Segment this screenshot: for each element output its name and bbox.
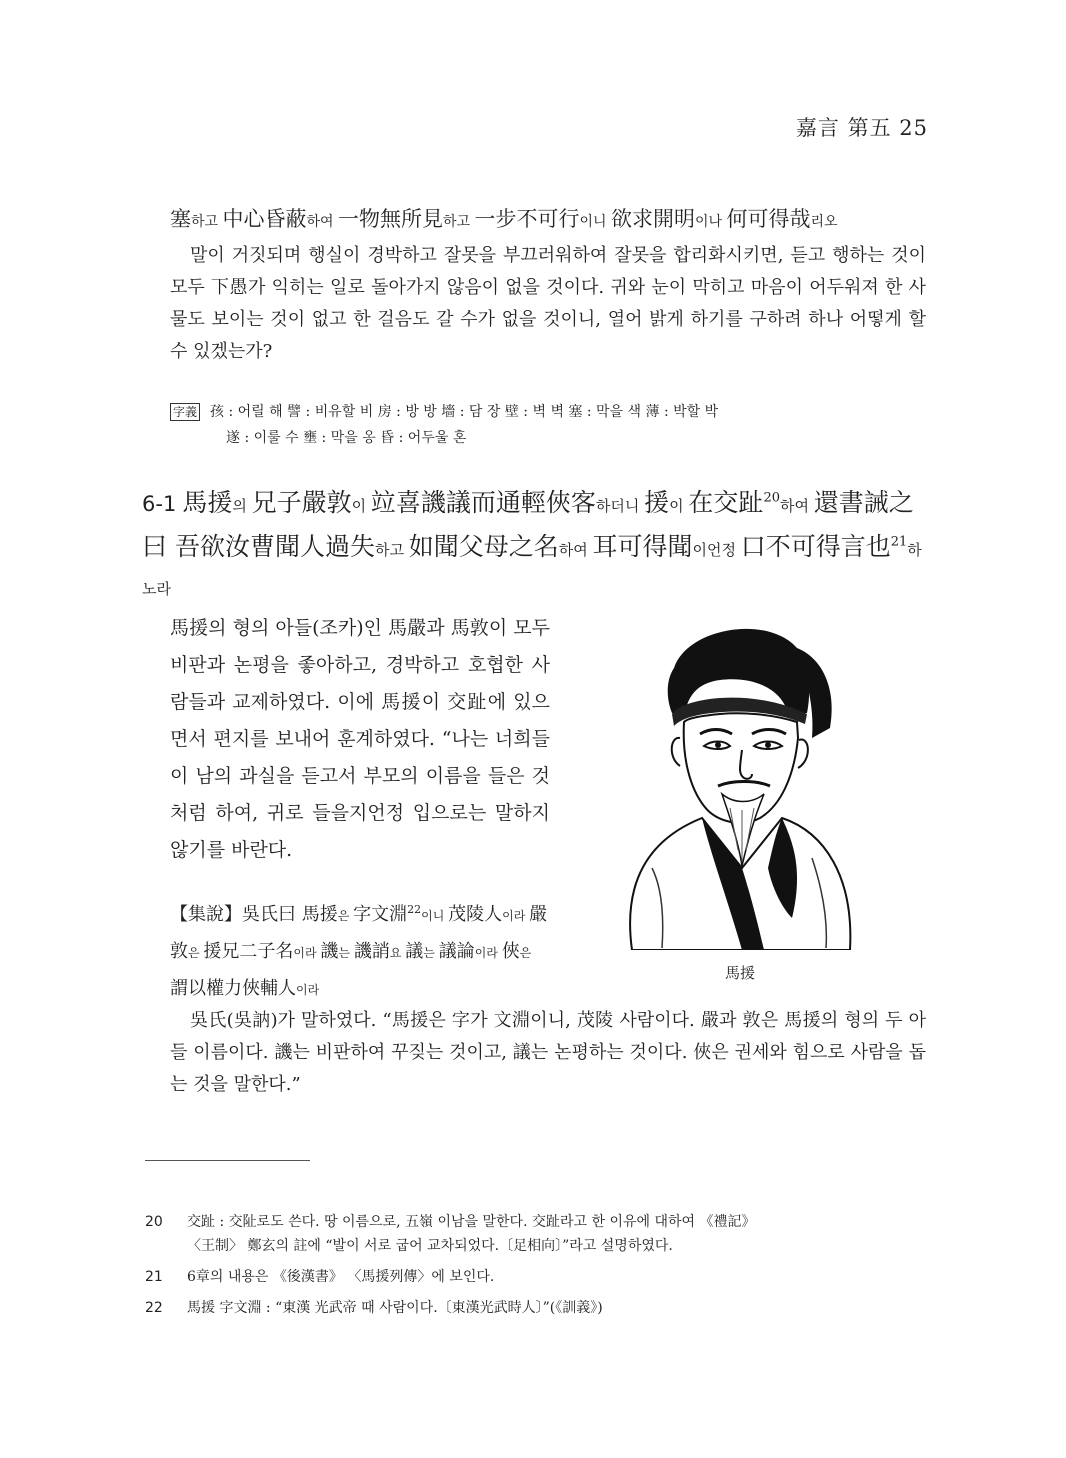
korean-particle: 하여 (558, 540, 593, 559)
main-translation-text: 馬援의 형의 아들(조카)인 馬嚴과 馬敦이 모두 비판과 논평을 좋아하고, 경박하고 호협한 사람들과 교제하였다. 이에 馬援이 交趾에 있으면서 편지를 보내어 훈계하였다. “나는 너희들이 남의 과실을 듣고서 부모의 이름을 들은 것처럼 하여, 귀로 들을지언정 입으로는 말하지 않기를 바란다. (170, 617, 550, 861)
korean-particle: 이나 (695, 214, 727, 230)
translation-paragraph (170, 240, 926, 368)
footnote-text: 交趾 : 交阯로도 쓴다. 땅 이름으로, 五嶺 이남을 말한다. 交趾라고 한 이유에 대하여 《禮記》 (187, 1214, 756, 1230)
footnote-ref: 20 (763, 491, 780, 506)
hanja-phrase: 議論 (438, 941, 475, 962)
hanja-phrase: 在交趾 (688, 488, 764, 518)
hanja-phrase: 謂以權力俠輔人 (170, 978, 296, 999)
hanja-phrase: 竝喜譏議而通輕俠客 (370, 488, 596, 518)
korean-particle: 요 (389, 946, 406, 960)
hanja-phrase: 嚴敦 (170, 904, 548, 962)
collected-commentary (170, 892, 550, 1008)
korean-particle: 은 (188, 946, 204, 960)
hanja-text-line (170, 203, 838, 233)
hanja-phrase: 馬援 (182, 488, 233, 518)
section-number: 6-1 (142, 492, 177, 517)
footnote-ref: 21 (890, 534, 908, 550)
hanja-phrase: 兄子嚴敦 (251, 488, 352, 518)
korean-particle: 는 (338, 946, 354, 960)
footnote-text: 6章의 내용은 《後漢書》 〈馬援列傳〉에 보인다. (187, 1269, 495, 1285)
korean-particle: 은 (337, 909, 354, 923)
main-translation (170, 610, 550, 869)
korean-particle: 하노라 (142, 540, 922, 598)
korean-particle: 하고 (443, 214, 475, 230)
footnote-number: 20 (145, 1214, 163, 1230)
hanja-phrase: 譏 (320, 941, 339, 962)
hanja-phrase: 中心昏蔽 (222, 207, 307, 231)
vocab-line-1: 孩 : 어릴 해 譬 : 비유할 비 房 : 방 방 墻 : 담 장 壁 : 벽 벽 塞 : 막을 색 薄 : 박할 박 (210, 404, 719, 420)
hanja-phrase: 耳可得聞 (592, 531, 693, 561)
footnote-separator (145, 1160, 310, 1161)
hanja-phrase: 譏誚 (353, 941, 390, 962)
korean-particle: 리오 (810, 214, 838, 230)
hanja-phrase: 茂陵人 (448, 904, 503, 925)
footnote-number: 21 (145, 1269, 163, 1285)
hanja-phrase: 字文淵 (353, 904, 408, 925)
commentary-translation (170, 1005, 926, 1101)
korean-particle: 이라 (293, 946, 321, 960)
korean-particle: 이라 (474, 946, 502, 960)
translation-text: 말이 거짓되며 행실이 경박하고 잘못을 부끄러워하여 잘못을 합리화시키면, 듣고 행하는 것이 모두 下愚가 익히는 일로 돌아가지 않음이 없을 것이다. 귀와 눈이 막히고 마음이 어두워져 한 사물도 보이는 것이 없고 한 걸음도 갈 수가 없을 것이니, 열어 밝게 하기를 구하려 하나 어떻게 할 수 있겠는가? (170, 245, 926, 362)
korean-particle: 는 (423, 946, 439, 960)
hanja-phrase: 議 (405, 941, 424, 962)
ma-yuan-portrait (592, 618, 852, 950)
korean-particle: 하고 (374, 540, 409, 559)
footnote-21 (145, 1265, 935, 1289)
vocab-label: 字義 (170, 403, 200, 421)
korean-particle: 이니 (579, 214, 611, 230)
hanja-phrase: 欲求開明 (611, 207, 695, 231)
vocab-line-2: 遂 : 이룰 수 壅 : 막을 옹 昏 : 어두울 혼 (226, 430, 467, 446)
korean-particle: 하여 (779, 497, 814, 516)
section-6-1-text (142, 481, 932, 607)
portrait-caption: 馬援 (724, 964, 755, 982)
korean-particle: 하여 (306, 214, 338, 230)
korean-particle: 하더니 (595, 497, 645, 516)
korean-particle: 이언정 (692, 540, 741, 559)
hanja-phrase: 塞 (170, 207, 191, 231)
footnote-22 (145, 1296, 935, 1320)
hanja-phrase: 口不可得言也 (740, 531, 891, 561)
running-header: 嘉言 第五 25 (795, 116, 928, 140)
hanja-phrase: 一步不可行 (474, 207, 580, 231)
footnote-20 (145, 1210, 935, 1258)
footnote-text: 馬援 字文淵 : “東漢 光武帝 때 사람이다.〔東漢光武時人〕”(《訓義》) (187, 1300, 603, 1316)
hanja-phrase: 援 (644, 488, 670, 518)
commentary-translation-text: 吳氏(吳訥)가 말하였다. “馬援은 字가 文淵이니, 茂陵 사람이다. 嚴과 敦은 馬援의 형의 두 아들 이름이다. 譏는 비판하여 꾸짖는 것이고, 議는 논평하는 것이다. 俠은 권세와 힘으로 사람을 돕는 것을 말한다.” (170, 1010, 926, 1095)
hanja-phrase: 一物無所見 (338, 207, 443, 231)
hanja-phrase: 何可得哉 (726, 207, 811, 231)
footnote-continuation: 〈王制〉 鄭玄의 註에 “발이 서로 굽어 교차되었다.〔足相向〕”라고 설명하였다. (187, 1238, 673, 1254)
footnote-ref: 22 (407, 903, 422, 916)
vocabulary-box (170, 399, 930, 451)
korean-particle: 이니 (421, 909, 449, 923)
hanja-phrase: 還書誡之曰 吾欲汝曹聞人過失 (142, 488, 914, 561)
hanja-phrase: 俠 (501, 941, 520, 962)
korean-particle: 은 (519, 946, 532, 960)
footnote-number: 22 (145, 1300, 163, 1316)
korean-particle: 이 (351, 497, 371, 516)
hanja-phrase: 如聞父母之名 (408, 531, 559, 561)
korean-particle: 이라 (296, 983, 320, 997)
korean-particle: 이라 (502, 909, 530, 923)
korean-particle: 의 (232, 497, 252, 516)
hanja-phrase: 【集說】吳氏曰 馬援 (170, 904, 338, 925)
korean-particle: 이 (669, 497, 689, 516)
korean-particle: 하고 (191, 214, 223, 230)
section-body (142, 488, 922, 599)
hanja-phrase: 援兄二子名 (203, 941, 294, 962)
